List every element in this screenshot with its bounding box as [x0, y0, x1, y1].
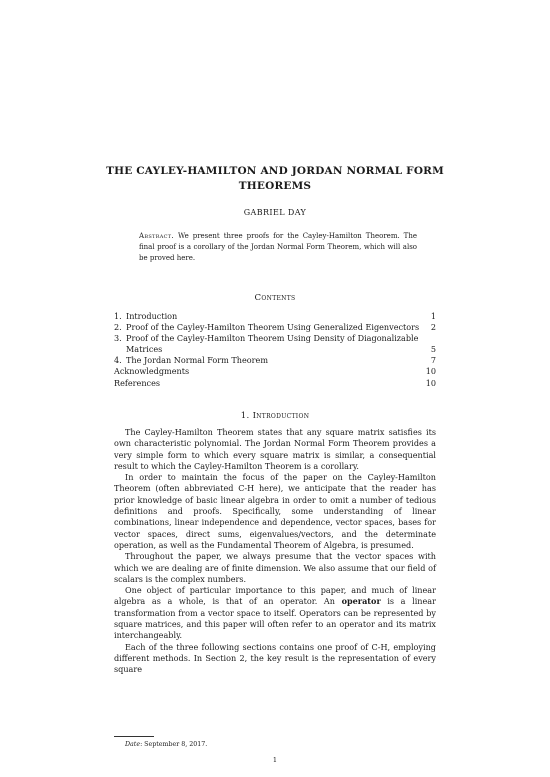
page-number: 1 [272, 756, 278, 764]
paragraph: The Cayley-Hamilton Theorem states that any square matrix satisfies its own characteristic polynomial. The Jordan Normal Form Theorem provides a very simple form to which every square matrix is similar, a consequential result to which the Cayley-Hamilton Theorem is a corollary. [114, 427, 436, 471]
paragraph: Each of the three following sections contains one proof of C-H, employing different methods. In Section 2, the key result is the representation of every square [114, 641, 436, 675]
toc-entry-page: 2 [430, 322, 436, 333]
toc-entry-title: References [114, 377, 161, 388]
toc-entry-page: 5 [430, 344, 436, 355]
abstract-text: We present three proofs for the Cayley-Hamilton Theorem. The final proof is a corollary of the Jordan Normal Form Theorem, which will also be proved here. [139, 232, 417, 262]
title-line-2: THEOREMS [238, 180, 312, 192]
toc-entry-title-continued: Matrices [126, 344, 163, 355]
paragraph: In order to maintain the focus of the paper on the Cayley-Hamilton Theorem (often abbreviated C-H here), we anticipate that the reader has prior knowledge of basic linear algebra in order to omit a number of tedious definitions and proofs. Specifically, some understanding of linear combinations, linear independence and dependence, vector spaces, bases for vector spaces, direct sums, eigenvalues/vectors, and the determinate operation, as well as the Fundamental Theorem of Algebra, is presumed. [114, 472, 436, 550]
toc-entry-title: Introduction [126, 311, 178, 321]
toc-entry-title: The Jordan Normal Form Theorem [126, 355, 269, 366]
section-body [114, 427, 436, 676]
section-heading: 1. Introduction [240, 411, 310, 421]
title-line-1: THE CAYLEY-HAMILTON AND JORDAN NORMAL FORM [106, 165, 444, 177]
paragraph-text: is a linear transformation from a vector space to itself. Operators can be represented by square matrices, and this paper will often refer to an operator and its matrix interchangeably. [114, 596, 436, 641]
footnote-text: : September 8, 2017. [140, 741, 208, 748]
author-name: GABRIEL DAY [243, 208, 307, 217]
toc-entry[interactable] [114, 322, 436, 333]
footnote-label: Date [125, 741, 141, 748]
toc-entry[interactable] [114, 366, 436, 377]
toc-entry-title: Proof of the Cayley-Hamilton Theorem Using Density of Diagonalizable [126, 333, 419, 344]
paragraph: Throughout the paper, we always presume that the vector spaces with which we are dealing are of finite dimension. We also assume that our field of scalars is the complex numbers. [114, 551, 436, 584]
toc-entry[interactable] [114, 355, 436, 366]
toc-entry-title: Proof of the Cayley-Hamilton Theorem Using Generalized Eigenvectors [126, 322, 420, 333]
abstract [139, 231, 417, 263]
footnote-rule [114, 736, 154, 737]
toc-entry[interactable] [114, 378, 436, 389]
abstract-label: Abstract. [139, 232, 174, 240]
footnote [125, 741, 207, 748]
toc-entry-number: 4. [114, 355, 122, 366]
toc-entry-number: 2. [114, 322, 122, 333]
toc-entry-page: 10 [425, 377, 436, 388]
paragraph [114, 585, 436, 641]
term-operator: operator [341, 596, 381, 607]
toc-entry-page: 1 [430, 311, 436, 321]
toc-entry-page: 7 [430, 355, 436, 366]
toc-entry-number: 1. [114, 311, 122, 321]
toc-entry[interactable] [114, 311, 436, 322]
toc-entry-page: 10 [425, 366, 436, 377]
paragraph-text: One object of particular importance to this paper, and much of linear algebra as a whole, is that of an operator. An [114, 585, 436, 607]
table-of-contents [114, 311, 436, 389]
toc-entry-number: 3. [114, 333, 122, 344]
paper-title [60, 164, 490, 194]
toc-entry-title: Acknowledgments [114, 366, 190, 377]
toc-entry[interactable] [114, 333, 436, 355]
contents-heading: Contents [254, 293, 296, 303]
